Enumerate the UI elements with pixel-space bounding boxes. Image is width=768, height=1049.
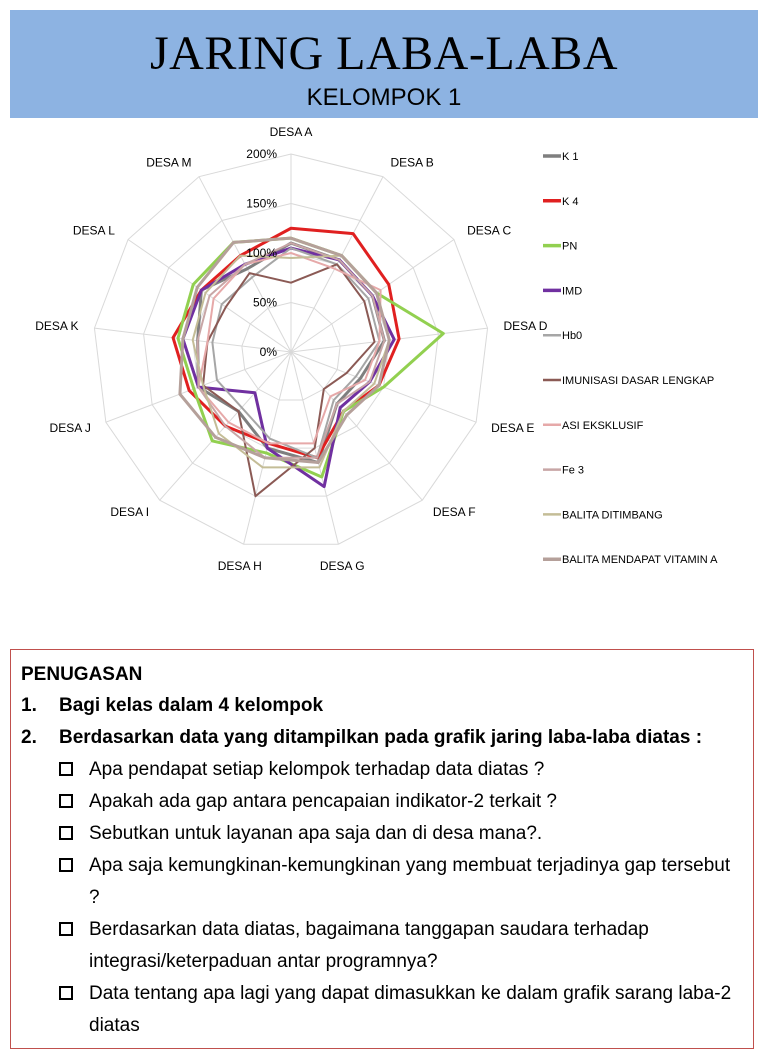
question-text: Sebutkan untuk layanan apa saja dan di desa mana?. <box>89 823 543 844</box>
checkbox-bullet-icon <box>59 858 73 872</box>
legend-label: K 4 <box>562 195 579 208</box>
question-item <box>59 978 743 1042</box>
task-text: Bagi kelas dalam 4 kelompok <box>59 695 324 716</box>
question-text: Apakah ada gap antara pencapaian indikator-2 terkait ? <box>89 791 557 812</box>
legend-label: Fe 3 <box>562 464 585 477</box>
category-label: DESA B <box>390 155 434 170</box>
task-number: 1. <box>21 695 37 716</box>
tick-label: 50% <box>252 295 277 310</box>
question-text: Apa saja kemungkinan-kemungkinan yang membuat terjadinya gap tersebut ? <box>89 855 731 908</box>
page-title: JARING LABA-LABA <box>150 27 618 80</box>
question-item <box>59 818 743 850</box>
category-label: DESA K <box>35 319 79 334</box>
tick-label: 100% <box>246 246 277 260</box>
category-label: DESA F <box>432 505 476 520</box>
tick-label: 200% <box>246 147 277 161</box>
legend-label: BALITA DITIMBANG <box>562 509 663 522</box>
legend-label: K 1 <box>562 151 579 163</box>
checkbox-bullet-icon <box>59 826 73 840</box>
legend-label: IMD <box>562 285 583 298</box>
tick-label: 0% <box>259 345 277 359</box>
tick-label: 150% <box>246 196 277 211</box>
category-label: DESA L <box>72 223 115 238</box>
question-text: Apa pendapat setiap kelompok terhadap data diatas ? <box>89 759 545 780</box>
category-label: DESA J <box>49 420 91 435</box>
question-item <box>59 786 743 818</box>
checkbox-bullet-icon <box>59 762 73 776</box>
category-label: DESA A <box>269 125 313 139</box>
category-label: DESA E <box>491 420 535 435</box>
question-item <box>59 754 743 786</box>
checkbox-bullet-icon <box>59 794 73 808</box>
category-label: DESA I <box>110 505 150 520</box>
checkbox-bullet-icon <box>59 922 73 936</box>
legend-label: IMUNISASI DASAR LENGKAP <box>562 375 715 387</box>
question-text: Berdasarkan data diatas, bagaimana tanggapan saudara terhadap integrasi/keterpaduan antar programnya? <box>89 919 649 972</box>
task-text: Berdasarkan data yang ditampilkan pada grafik jaring laba-laba diatas : <box>59 727 703 748</box>
category-label: DESA H <box>217 558 262 573</box>
series-line <box>180 238 389 462</box>
category-label: DESA M <box>146 155 192 170</box>
task-item <box>21 690 743 722</box>
assignment-heading: PENUGASAN <box>21 664 143 685</box>
legend-label: BALITA MENDAPAT VITAMIN A <box>562 554 718 567</box>
question-item <box>59 914 743 978</box>
question-text: Data tentang apa lagi yang dapat dimasukkan ke dalam grafik sarang laba-2 diatas <box>89 983 732 1036</box>
legend-label: ASI EKSKLUSIF <box>562 419 644 432</box>
legend-label: PN <box>562 240 578 253</box>
legend-label: Hb0 <box>562 330 583 343</box>
task-item <box>21 722 743 754</box>
assignment-box <box>10 649 754 1049</box>
checkbox-bullet-icon <box>59 986 73 1000</box>
question-item <box>59 850 743 914</box>
title-banner <box>10 10 758 118</box>
task-number: 2. <box>21 727 37 748</box>
category-label: DESA C <box>467 223 512 238</box>
category-label: DESA D <box>503 319 548 334</box>
category-label: DESA G <box>319 558 365 573</box>
page-subtitle: KELOMPOK 1 <box>306 84 462 111</box>
radar-chart <box>0 120 768 620</box>
